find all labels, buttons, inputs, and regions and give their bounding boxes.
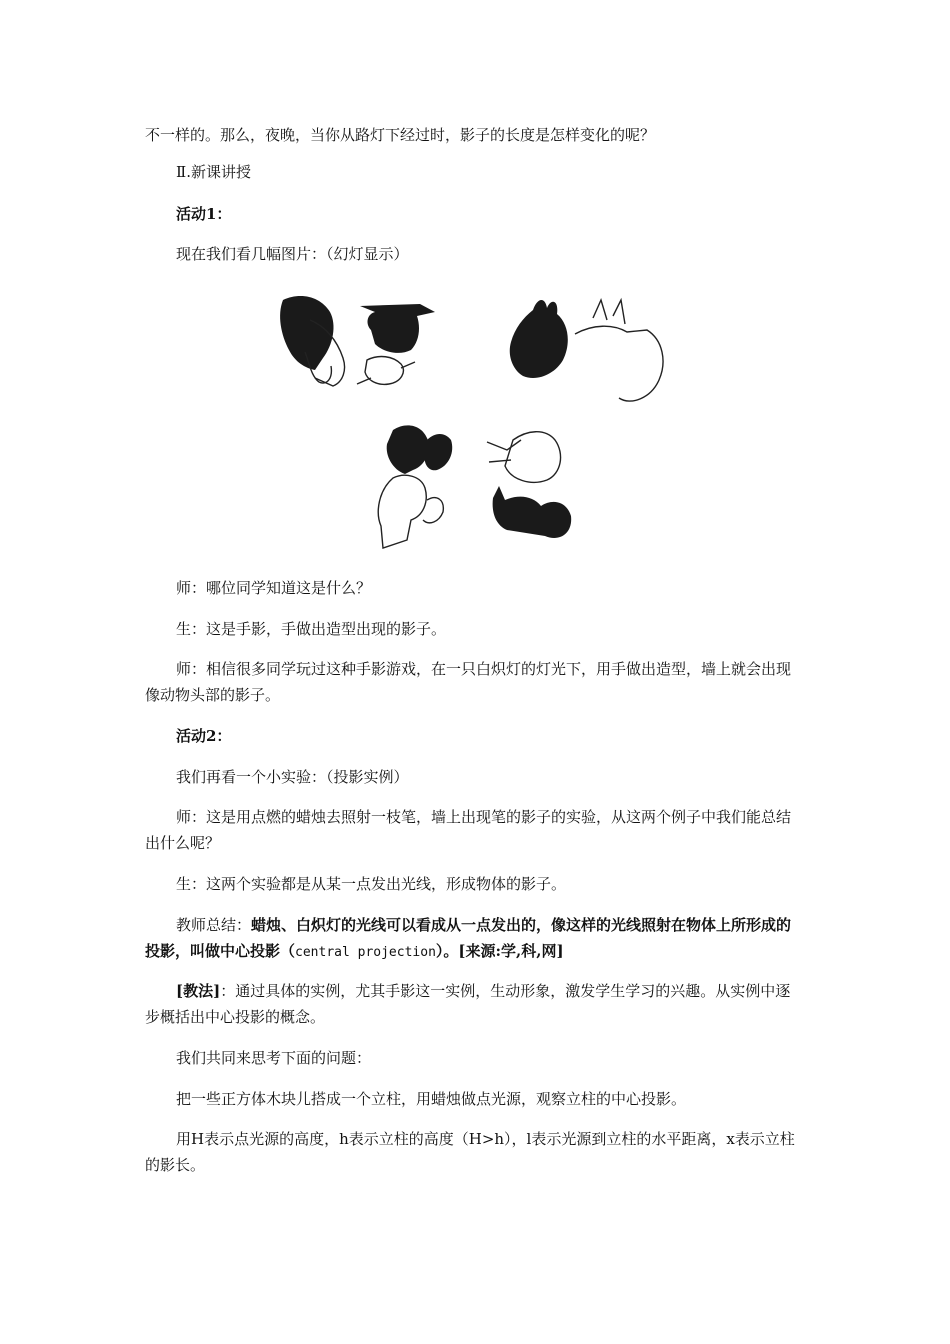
student-answer-2: 生：这两个实验都是从某一点发出光线，形成物体的影子。: [176, 875, 567, 893]
teacher-remark-2: 师：这是用点燃的蜡烛去照射一枝笔，墙上出现笔的影子的实验，从这两个例子中我们能总结出什么呢？: [145, 808, 792, 852]
rabbit-shadow-group: [510, 300, 663, 401]
dog-shadow-group: [280, 296, 344, 386]
summary-label: 教师总结：: [176, 916, 252, 934]
teacher-question-1: 师：哪位同学知道这是什么？: [176, 579, 372, 597]
section-heading: Ⅱ.新课讲授: [176, 163, 251, 181]
student-answer-1: 生：这是手影，手做出造型出现的影子。: [176, 620, 447, 638]
method-label: [教法]: [176, 982, 221, 1000]
summary-text-2: ）。[来源:学,科,网]: [435, 942, 564, 960]
summary-text-1: 蜡烛、白炽灯的光线可以看成从一点发出的，像这样的光线照射在物体上所形成的投影，叫做中心投影（: [145, 916, 792, 960]
teacher-summary: [145, 912, 805, 966]
think-prompt: 我们共同来思考下面的问题：: [176, 1049, 372, 1067]
activity-2-heading: 活动2：: [176, 727, 232, 745]
paragraph-continuation: 不一样的。那么，夜晚，当你从路灯下经过时，影子的长度是怎样变化的呢？: [145, 126, 656, 144]
slide-intro: 现在我们看几幅图片：（幻灯显示）: [176, 245, 409, 263]
activity-1-heading: 活动1：: [176, 205, 232, 223]
summary-term: central projection: [295, 945, 436, 960]
teacher-remark-1: 师：相信很多同学玩过这种手影游戏，在一只白炽灯的灯光下，用手做出造型，墙上就会出现像动物头部的影子。: [145, 660, 792, 704]
hand-shadow-illustration: [275, 290, 675, 555]
hat-man-shadow-group: [357, 304, 435, 384]
boy-bear-shadow-group: [378, 425, 452, 548]
teaching-method: [145, 978, 805, 1030]
hand-shadow-figure: [275, 290, 675, 555]
experiment-intro: 我们再看一个小实验：（投影实例）: [176, 768, 409, 786]
method-text: ：通过具体的实例，尤其手影这一实例，生动形象，激发学生学习的兴趣。从实例中逐步概括出中心投影的概念。: [145, 982, 791, 1026]
task-description: 把一些正方体木块儿搭成一个立柱，用蜡烛做点光源，观察立柱的中心投影。: [176, 1090, 687, 1108]
variable-definitions: 用H表示点光源的高度，h表示立柱的高度（H>h），l表示光源到立柱的水平距离，x表示立柱的影长。: [145, 1130, 795, 1174]
snail-shadow-group: [487, 432, 571, 538]
